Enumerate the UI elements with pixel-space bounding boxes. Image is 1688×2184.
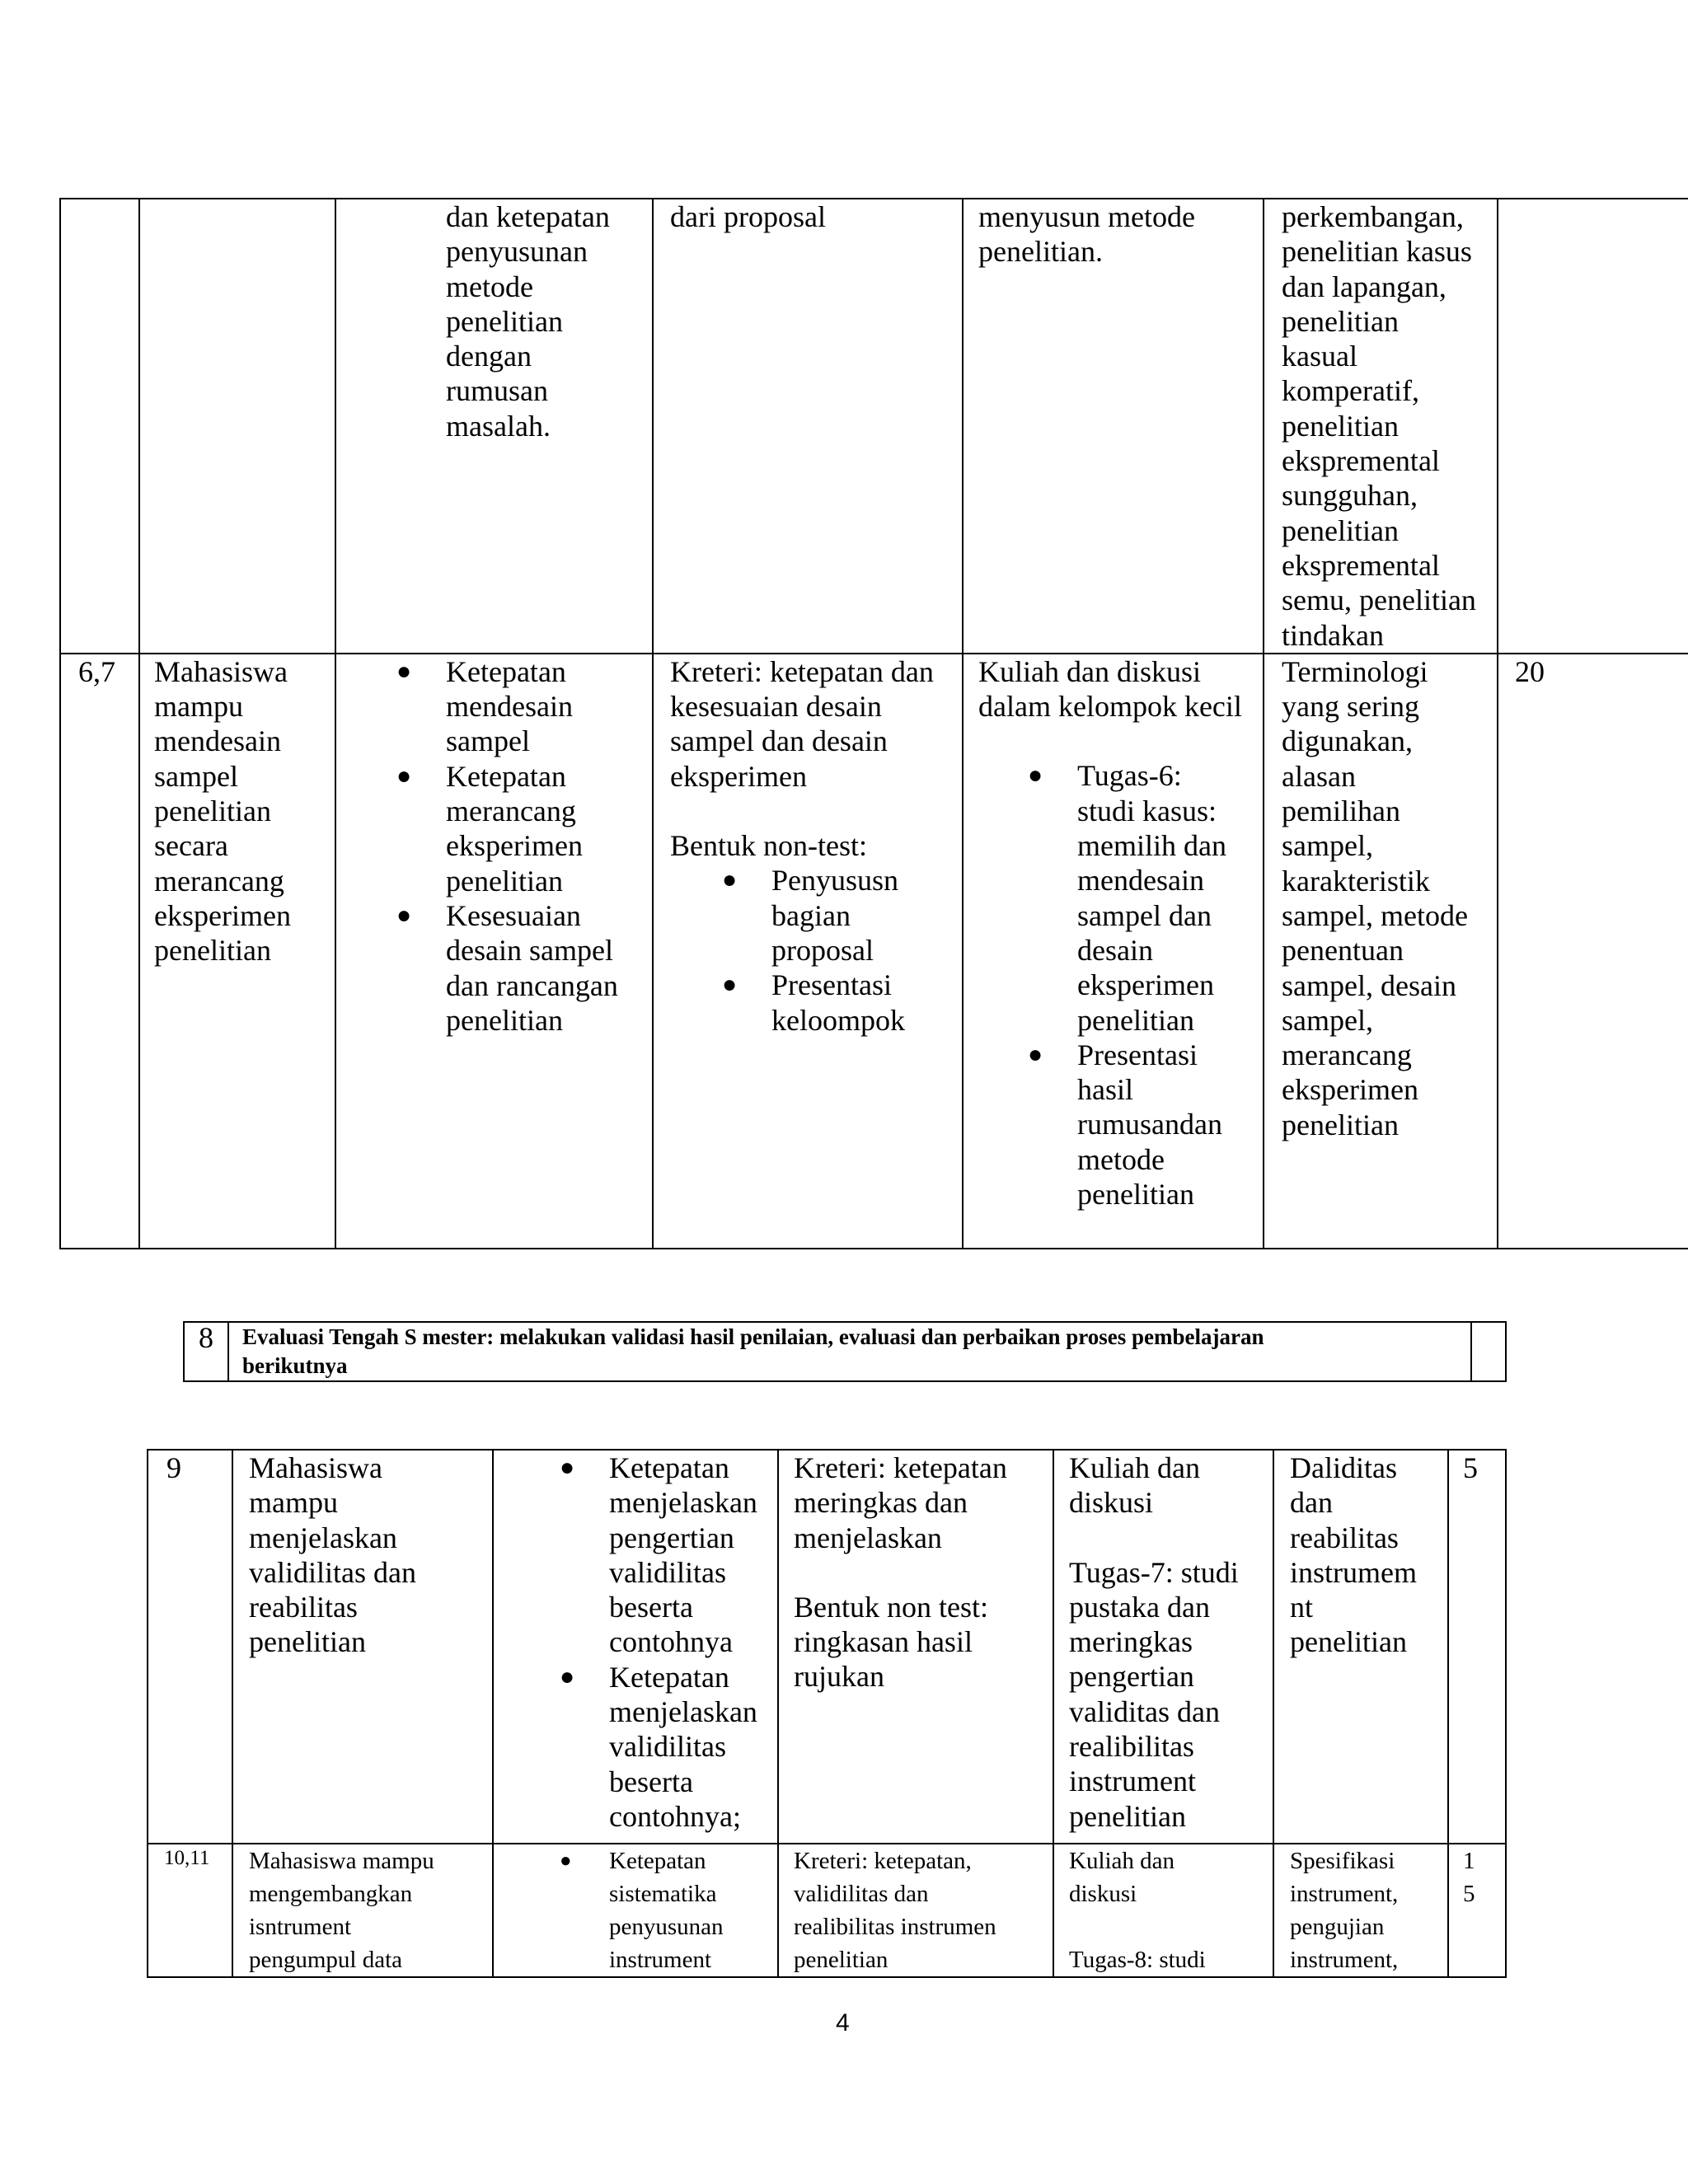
text-line: digunakan, <box>1282 724 1413 758</box>
table-row-week-9 <box>148 1450 1506 1844</box>
indicator-list <box>336 654 652 1038</box>
text-line: isntrument <box>249 1914 352 1940</box>
text-line: instrument <box>609 1947 712 1973</box>
text-line: penelitian. <box>978 235 1103 269</box>
text-line: mampu <box>249 1486 338 1520</box>
week-number: 9 <box>166 1451 181 1484</box>
text-line: penelitian <box>1282 513 1399 547</box>
list-item <box>1028 1038 1263 1212</box>
text-line: diskusi <box>1069 1486 1154 1520</box>
text-line: merancang <box>154 864 284 898</box>
text-line: rumusan <box>446 374 548 408</box>
text-line: sampel dan desain <box>670 724 888 758</box>
text-line: yang sering <box>1282 690 1419 724</box>
text-line: Evaluasi Tengah S mester: melakukan validasi hasil penilaian, evaluasi dan perbaikan proses pembelajaran <box>242 1324 1264 1349</box>
bullet-icon: ● <box>1028 762 1043 790</box>
text-line: realibilitas instrumen <box>794 1914 996 1940</box>
text-line: eksperimen <box>670 759 807 793</box>
indicator-list <box>494 1844 777 1976</box>
text-line: Kuliah dan <box>1069 1848 1175 1874</box>
text-line: Ketepatan <box>446 654 566 688</box>
text-line: reabilitas <box>1290 1521 1399 1554</box>
empty-cell <box>1471 1322 1506 1381</box>
text-line: menjelaskan <box>794 1521 942 1554</box>
text-line: dalam kelompok kecil <box>978 690 1242 724</box>
text-line: penyusunan <box>446 235 588 269</box>
text-line: karakteristik <box>1282 864 1430 898</box>
text-line: bagian <box>771 898 851 932</box>
text-line: memilih dan <box>1077 829 1226 863</box>
text-line: penelitian <box>1290 1625 1407 1659</box>
text-line: masalah. <box>446 409 551 443</box>
material-cell <box>1273 1844 1448 1977</box>
table-weeks-9-11 <box>147 1449 1507 1978</box>
text-line: penelitian <box>446 1003 563 1037</box>
text-line: desain <box>1077 933 1153 967</box>
text-line: semu, penelitian <box>1282 583 1476 617</box>
criteria-cell <box>778 1844 1053 1977</box>
table-row-week-6-7 <box>60 654 1688 1249</box>
text-line: mendesain <box>1077 864 1204 898</box>
text-line: pengujian <box>1290 1914 1385 1940</box>
week-cell <box>184 1322 228 1381</box>
text-line: komperatif, <box>1282 374 1419 408</box>
text-line: Kreteri: ketepatan <box>794 1451 1007 1484</box>
weight-cell <box>1448 1450 1506 1844</box>
text-line: Bentuk non test: <box>794 1590 988 1624</box>
text-line: Terminologi <box>1282 654 1428 688</box>
text-line: instrumem <box>1290 1555 1417 1589</box>
text-line: dengan <box>446 340 532 373</box>
text-line: Mahasiswa <box>249 1451 382 1484</box>
text-line: tindakan <box>1282 618 1384 652</box>
bullet-icon: ● <box>560 1662 575 1690</box>
text-line: Penyususn <box>771 864 899 898</box>
text-line: Tugas-6: <box>1077 759 1182 793</box>
indicator-list <box>494 1451 777 1834</box>
text-line: Daliditas <box>1290 1451 1397 1484</box>
text-line: contohnya <box>609 1625 733 1659</box>
text-line: pengertian <box>1069 1660 1194 1694</box>
text-line: Bentuk non-test: <box>670 829 867 863</box>
text-line: penentuan <box>1282 934 1404 968</box>
indicator-cell <box>493 1844 778 1977</box>
text-line: penelitian <box>1077 1003 1194 1037</box>
text-line: menyusun metode <box>978 200 1195 233</box>
list-item <box>722 863 962 968</box>
text-line: diskusi <box>1069 1881 1137 1907</box>
bullet-icon: ● <box>560 1454 575 1481</box>
list-item <box>396 654 652 759</box>
text-line: menjelaskan <box>609 1486 757 1520</box>
capability-cell <box>232 1450 493 1844</box>
week-number: 6,7 <box>78 654 115 688</box>
table-row-continued <box>60 199 1688 654</box>
text-line: Mahasiswa mampu <box>249 1848 434 1874</box>
text-line: Ketepatan <box>609 1848 706 1874</box>
text-line: penyusunan <box>609 1914 724 1940</box>
text-line: penelitian <box>1282 1108 1399 1141</box>
bullet-icon: ● <box>560 1850 572 1872</box>
bullet-icon: ● <box>396 901 412 929</box>
text-line: sampel <box>446 724 530 758</box>
text-line: secara <box>154 829 228 863</box>
material-cell <box>1273 1450 1448 1844</box>
text-line: beserta <box>609 1765 693 1798</box>
text-line: merancang <box>1282 1038 1412 1072</box>
criteria-cell <box>778 1450 1053 1844</box>
method-cell <box>1053 1844 1273 1977</box>
text-line: pustaka dan <box>1069 1590 1210 1624</box>
text-line: menjelaskan <box>609 1695 757 1729</box>
bullet-icon: ● <box>722 866 738 894</box>
weight-cell <box>1498 199 1688 654</box>
text-line: Spesifikasi <box>1290 1848 1395 1874</box>
text-line: metode <box>446 269 533 303</box>
text-line: mendesain <box>154 724 281 758</box>
weight-digit: 5 <box>1463 1881 1475 1907</box>
midterm-text-cell <box>228 1322 1471 1381</box>
text-line: mengembangkan <box>249 1881 413 1907</box>
week-cell <box>60 199 139 654</box>
text-line: penelitian <box>1282 409 1399 443</box>
material-cell <box>1264 199 1498 654</box>
text-line: pemilihan <box>1282 794 1400 828</box>
weight-cell <box>1498 654 1688 1249</box>
text-line: eksperimen <box>1077 968 1214 1002</box>
text-line: rumusandan <box>1077 1108 1222 1141</box>
text-line: reabilitas <box>249 1591 358 1624</box>
text-line: mendesain <box>446 690 573 724</box>
text-line: keloompok <box>771 1003 905 1037</box>
text-line: meringkas <box>1069 1625 1193 1659</box>
text-line: Kesesuaian <box>446 898 581 932</box>
text-line: instrument, <box>1290 1947 1399 1973</box>
table-midterm <box>183 1321 1507 1382</box>
weight-value: 20 <box>1515 654 1545 688</box>
text-line: sampel, desain <box>1282 968 1456 1002</box>
text-line: Ketepatan <box>609 1660 729 1694</box>
text-line: mampu <box>154 690 243 724</box>
text-line: eksperimen <box>154 898 291 932</box>
criteria-cell <box>653 199 963 654</box>
week-cell <box>60 654 139 1249</box>
capability-cell <box>232 1844 493 1977</box>
text-line: dan rancangan <box>446 968 618 1002</box>
table-row-week-10-11 <box>148 1844 1506 1977</box>
page-number: 4 <box>836 2009 850 2036</box>
text-line: kasual <box>1282 340 1357 373</box>
text-line: sampel, metode <box>1282 898 1468 932</box>
text-line: dari proposal <box>670 200 826 233</box>
text-line: dan <box>1290 1486 1333 1520</box>
text-line: penelitian <box>1077 1178 1194 1212</box>
indicator-cell <box>493 1450 778 1844</box>
text-line: menjelaskan <box>249 1521 397 1554</box>
list-item <box>722 968 962 1038</box>
list-item <box>560 1451 777 1660</box>
week-number: 8 <box>199 1321 213 1354</box>
text-line: eksperimen <box>1282 1073 1418 1107</box>
text-line: kesesuaian desain <box>670 690 882 724</box>
list-item <box>396 759 652 898</box>
text-line: instrument <box>1069 1765 1196 1798</box>
text-line: sampel, <box>1282 829 1373 863</box>
bullet-icon: ● <box>396 762 412 790</box>
capability-cell <box>139 199 335 654</box>
text-line: validilitas <box>609 1730 726 1764</box>
indicator-cell <box>335 654 653 1249</box>
text-line: ekspremental <box>1282 444 1440 478</box>
text-line: beserta <box>609 1591 693 1624</box>
weight-cell <box>1448 1844 1506 1977</box>
text-line: Kreteri: ketepatan, <box>794 1848 972 1874</box>
text-line: berikutnya <box>242 1353 348 1378</box>
text-line: Tugas-7: studi <box>1069 1555 1239 1589</box>
table-weeks-6-7 <box>59 198 1688 1249</box>
text-line: penelitian <box>1069 1799 1186 1833</box>
method-cell <box>963 654 1264 1249</box>
text-line: Kreteri: ketepatan dan <box>670 654 934 688</box>
text-line: ringkasan hasil <box>794 1625 973 1659</box>
criteria-cell <box>653 654 963 1249</box>
text-line: proposal <box>771 933 874 967</box>
text-line: merancang <box>446 794 576 828</box>
bullet-icon: ● <box>1028 1040 1043 1068</box>
weight-digit: 1 <box>1463 1848 1475 1874</box>
text-line: contohnya; <box>609 1799 741 1833</box>
list-item <box>396 898 652 1038</box>
text-line: hasil <box>1077 1073 1133 1107</box>
text-line: Kuliah dan <box>1069 1451 1200 1484</box>
text-line: instrument, <box>1290 1881 1399 1907</box>
text-line: Presentasi <box>771 968 892 1002</box>
text-line: validilitas dan <box>249 1555 416 1589</box>
method-cell <box>1053 1450 1273 1844</box>
text-line: penelitian <box>446 304 563 338</box>
method-list <box>964 758 1263 1212</box>
text-line: penelitian <box>249 1625 366 1659</box>
text-line: validilitas dan <box>794 1881 929 1907</box>
text-line: Ketepatan <box>609 1451 729 1484</box>
text-line: sampel <box>154 759 238 793</box>
week-cell <box>148 1844 232 1977</box>
text-line: validilitas <box>609 1555 726 1589</box>
bullet-icon: ● <box>396 657 412 685</box>
text-line: alasan <box>1282 759 1356 793</box>
week-number: 10,11 <box>164 1847 210 1869</box>
text-line: eksperimen <box>446 829 583 863</box>
text-line: sampel dan <box>1077 898 1212 932</box>
text-line: dan ketepatan <box>446 200 610 233</box>
list-item <box>560 1844 777 1976</box>
text-line: sungguhan, <box>1282 479 1418 513</box>
text-line: Kuliah dan diskusi <box>978 654 1201 688</box>
weight-value: 5 <box>1463 1451 1478 1484</box>
text-line: dan lapangan, <box>1282 269 1447 303</box>
text-line: perkembangan, <box>1282 200 1464 233</box>
text-line: Ketepatan <box>446 759 566 793</box>
indicator-cell <box>335 199 653 654</box>
text-line: metode <box>1077 1142 1165 1176</box>
list-item <box>560 1660 777 1834</box>
text-line: Presentasi <box>1077 1038 1198 1071</box>
text-line: Tugas-8: studi <box>1069 1947 1206 1973</box>
list-item <box>1028 758 1263 1037</box>
text-line: pengertian <box>609 1521 734 1554</box>
method-cell <box>963 199 1264 654</box>
text-line: validitas dan <box>1069 1694 1220 1728</box>
text-line: ekspremental <box>1282 548 1440 582</box>
week-cell <box>148 1450 232 1844</box>
text-line: Mahasiswa <box>154 654 288 688</box>
text-line: meringkas dan <box>794 1486 968 1520</box>
table-row-week-8 <box>184 1322 1506 1381</box>
text-line: penelitian <box>794 1947 889 1973</box>
text-line: desain sampel <box>446 934 613 968</box>
text-line: realibilitas <box>1069 1730 1194 1764</box>
text-line: pengumpul data <box>249 1947 403 1973</box>
text-line: rujukan <box>794 1660 884 1694</box>
text-line: nt <box>1290 1591 1314 1624</box>
text-line: penelitian <box>446 864 563 898</box>
text-line: penelitian kasus <box>1282 235 1472 269</box>
text-line: sistematika <box>609 1881 717 1907</box>
criteria-list <box>654 863 962 1037</box>
bullet-icon: ● <box>722 971 738 999</box>
text-line: penelitian <box>1282 304 1399 338</box>
text-line: sampel, <box>1282 1003 1373 1037</box>
text-line: studi kasus: <box>1077 794 1217 827</box>
capability-cell <box>139 654 335 1249</box>
material-cell <box>1264 654 1498 1249</box>
text-line: penelitian <box>154 934 271 968</box>
text-line: penelitian <box>154 794 271 828</box>
